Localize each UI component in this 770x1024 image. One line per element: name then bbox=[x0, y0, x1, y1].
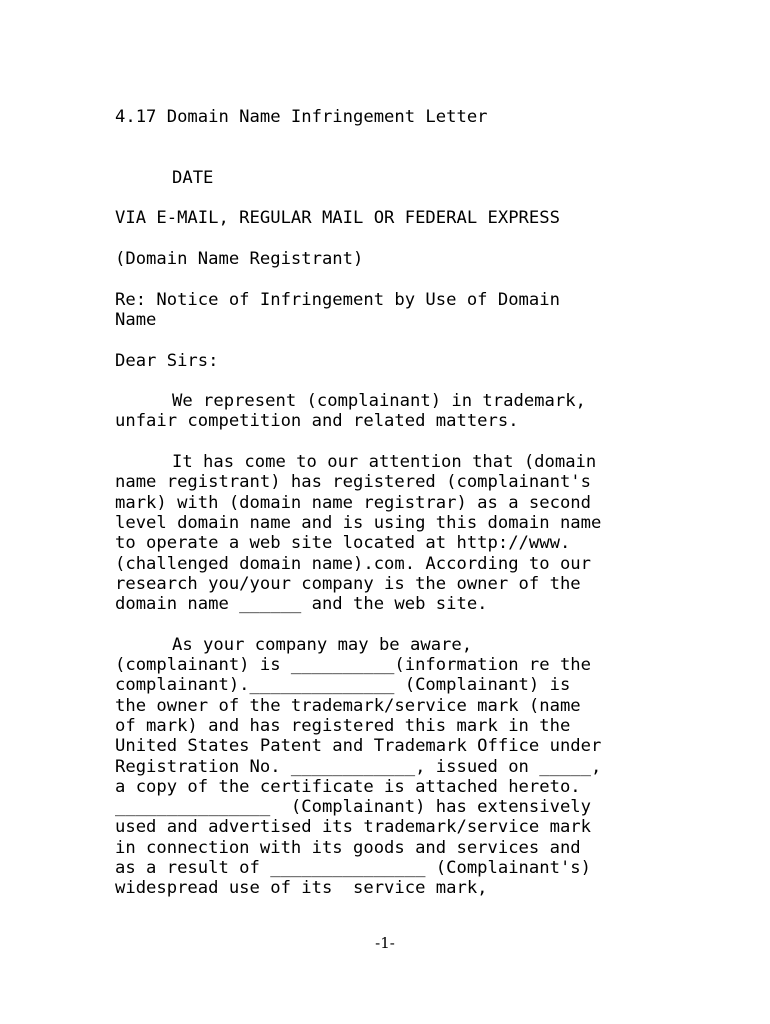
recipient-line: (Domain Name Registrant) bbox=[115, 249, 364, 270]
paragraph-line: name registrant) has registered (complainant's bbox=[115, 472, 591, 493]
re-subject bbox=[115, 290, 675, 331]
paragraph-line: used and advertised its trademark/service mark bbox=[115, 817, 591, 838]
letter-body bbox=[115, 107, 675, 899]
paragraph-line: widespread use of its service mark, bbox=[115, 878, 488, 899]
paragraph-infringement bbox=[115, 452, 675, 614]
paragraph-line: level domain name and is using this domain name bbox=[115, 512, 602, 533]
paragraph-line: of mark) and has registered this mark in the bbox=[115, 715, 571, 736]
paragraph-line: It has come to our attention that (domain bbox=[172, 452, 597, 473]
paragraph-line: the owner of the trademark/service mark (name bbox=[115, 695, 581, 716]
paragraph-line: _______________ (Complainant) has extensively bbox=[115, 797, 591, 818]
page-number: -1- bbox=[375, 934, 395, 952]
re-subject-line: Name bbox=[115, 309, 157, 330]
paragraph-line: a copy of the certificate is attached hereto. bbox=[115, 776, 581, 797]
paragraph-line: research you/your company is the owner of the bbox=[115, 573, 581, 594]
paragraph-line: as a result of _______________ (Complainant's) bbox=[115, 857, 591, 878]
paragraph-line: unfair competition and related matters. bbox=[115, 411, 519, 432]
paragraph-line: (complainant) is __________(information re the bbox=[115, 655, 591, 676]
paragraph-line: domain name ______ and the web site. bbox=[115, 594, 488, 615]
paragraph-representation bbox=[115, 391, 675, 432]
paragraph-line: As your company may be aware, bbox=[172, 634, 473, 655]
re-subject-line: Re: Notice of Infringement by Use of Domain bbox=[115, 289, 560, 310]
paragraph-line: to operate a web site located at http://www. bbox=[115, 533, 571, 554]
salutation: Dear Sirs: bbox=[115, 350, 219, 371]
paragraph-complainant-mark bbox=[115, 635, 675, 899]
date-line: DATE bbox=[172, 167, 214, 188]
paragraph-line: (challenged domain name).com. According to our bbox=[115, 553, 591, 574]
paragraph-line: Registration No. ____________, issued on _____, bbox=[115, 756, 602, 777]
document-title: 4.17 Domain Name Infringement Letter bbox=[115, 107, 488, 127]
paragraph-line: complainant).______________ (Complainant) is bbox=[115, 675, 571, 696]
paragraph-line: We represent (complainant) in trademark, bbox=[172, 391, 586, 412]
delivery-method: VIA E-MAIL, REGULAR MAIL OR FEDERAL EXPRESS bbox=[115, 208, 560, 229]
paragraph-line: United States Patent and Trademark Office under bbox=[115, 736, 602, 757]
paragraph-line: mark) with (domain name registrar) as a second bbox=[115, 492, 591, 513]
paragraph-line: in connection with its goods and services and bbox=[115, 837, 581, 858]
